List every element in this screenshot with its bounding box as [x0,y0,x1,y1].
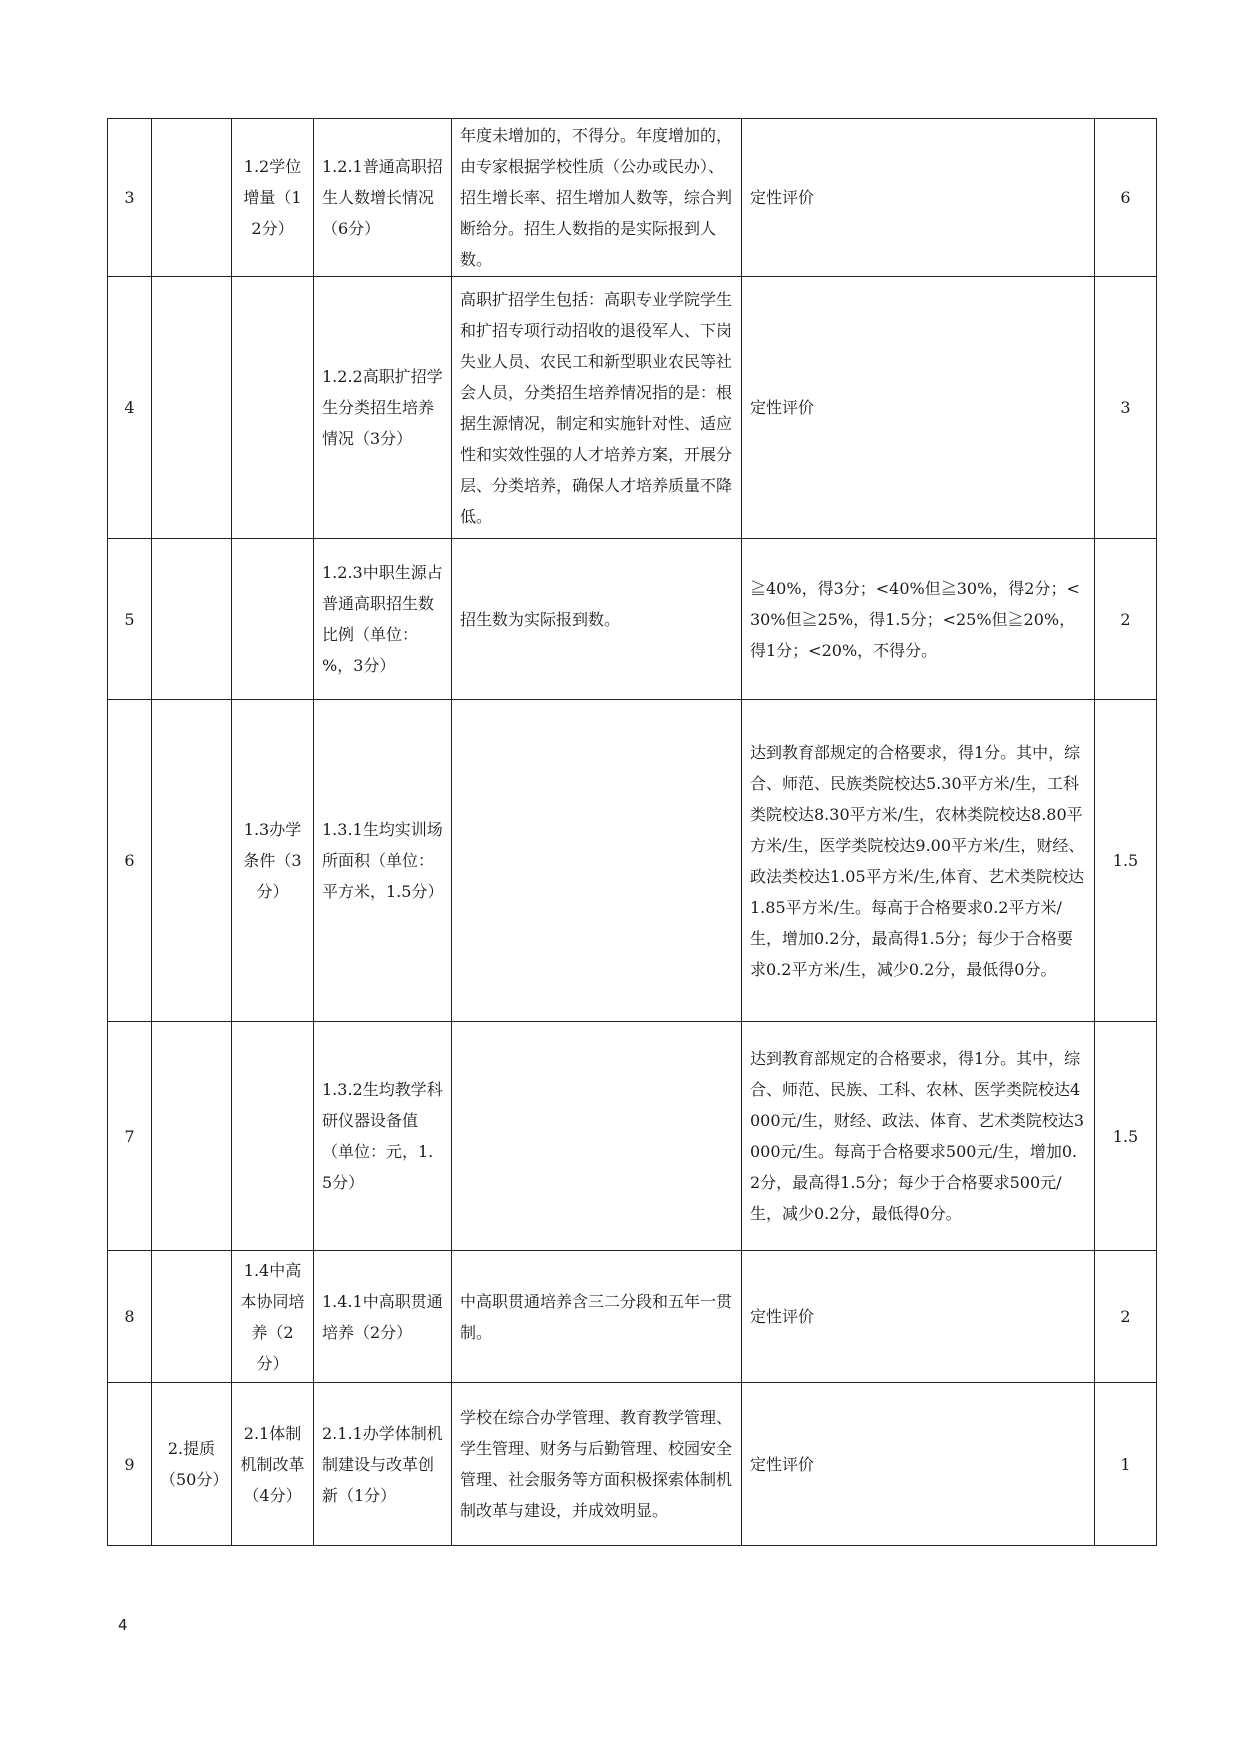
level1-indicator: 2.提质（50分） [152,1383,232,1546]
indicator-description: 招生数为实际报到数。 [452,539,742,700]
level2-indicator: 2.1体制机制改革（4分） [232,1383,314,1546]
indicator-description: 高职扩招学生包括：高职专业学院学生和扩招专项行动招收的退役军人、下岗失业人员、农民工和新型职业农民等社会人员，分类招生培养情况指的是：根据生源情况，制定和实施针对性、适应性和实效性强的人才培养方案，开展分层、分类培养，确保人才培养质量不降低。 [452,277,742,539]
indicator-description [452,1022,742,1251]
scoring-method: 定性评价 [742,1251,1095,1383]
level1-indicator [152,277,232,539]
row-number: 8 [108,1251,152,1383]
table-row [108,119,1157,277]
level3-indicator: 1.3.1生均实训场所面积（单位：平方米，1.5分） [314,700,452,1022]
score: 1.5 [1095,700,1157,1022]
indicator-description: 年度未增加的，不得分。年度增加的，由专家根据学校性质（公办或民办）、招生增长率、招生增加人数等，综合判断给分。招生人数指的是实际报到人数。 [452,119,742,277]
indicator-description: 学校在综合办学管理、教育教学管理、学生管理、财务与后勤管理、校园安全管理、社会服务等方面积极探索体制机制改革与建设，并成效明显。 [452,1383,742,1546]
row-number: 3 [108,119,152,277]
evaluation-table [107,118,1157,1546]
scoring-method: ≧40%，得3分；<40%但≧30%，得2分；<30%但≧25%，得1.5分；<25%但≧20%，得1分；<20%，不得分。 [742,539,1095,700]
score: 1 [1095,1383,1157,1546]
table-row [108,277,1157,539]
row-number: 5 [108,539,152,700]
level2-indicator [232,277,314,539]
level2-indicator [232,1022,314,1251]
table-row [108,1022,1157,1251]
level3-indicator: 1.2.3中职生源占普通高职招生数比例（单位：%，3分） [314,539,452,700]
level2-indicator [232,539,314,700]
indicator-description [452,700,742,1022]
table-row [108,1383,1157,1546]
level1-indicator [152,700,232,1022]
level2-indicator: 1.2学位增量（12分） [232,119,314,277]
table-row [108,1251,1157,1383]
row-number: 7 [108,1022,152,1251]
page-number: 4 [118,1616,128,1634]
table-row [108,700,1157,1022]
scoring-method: 定性评价 [742,1383,1095,1546]
level3-indicator: 2.1.1办学体制机制建设与改革创新（1分） [314,1383,452,1546]
score: 1.5 [1095,1022,1157,1251]
level1-indicator [152,1251,232,1383]
score: 2 [1095,1251,1157,1383]
row-number: 9 [108,1383,152,1546]
row-number: 6 [108,700,152,1022]
scoring-method: 达到教育部规定的合格要求，得1分。其中，综合、师范、民族、工科、农林、医学类院校达4000元/生，财经、政法、体育、艺术类院校达3000元/生。每高于合格要求500元/生，增加0.2分，最高得1.5分；每少于合格要求500元/生，减少0.2分，最低得0分。 [742,1022,1095,1251]
level2-indicator: 1.4中高本协同培养（2分） [232,1251,314,1383]
table-row [108,539,1157,700]
level3-indicator: 1.3.2生均教学科研仪器设备值（单位：元，1.5分） [314,1022,452,1251]
score: 3 [1095,277,1157,539]
scoring-method: 定性评价 [742,119,1095,277]
indicator-description: 中高职贯通培养含三二分段和五年一贯制。 [452,1251,742,1383]
level1-indicator [152,539,232,700]
level3-indicator: 1.4.1中高职贯通培养（2分） [314,1251,452,1383]
scoring-method: 达到教育部规定的合格要求，得1分。其中，综合、师范、民族类院校达5.30平方米/生，工科类院校达8.30平方米/生，农林类院校达8.80平方米/生，医学类院校达9.00平方米/生，财经、政法类校达1.05平方米/生,体育、艺术类院校达1.85平方米/生。每高于合格要求0.2平方米/生，增加0.2分，最高得1.5分；每少于合格要求0.2平方米/生，减少0.2分，最低得0分。 [742,700,1095,1022]
row-number: 4 [108,277,152,539]
scoring-method: 定性评价 [742,277,1095,539]
level2-indicator: 1.3办学条件（3分） [232,700,314,1022]
level1-indicator [152,119,232,277]
level1-indicator [152,1022,232,1251]
score: 2 [1095,539,1157,700]
level3-indicator: 1.2.1普通高职招生人数增长情况（6分） [314,119,452,277]
score: 6 [1095,119,1157,277]
level3-indicator: 1.2.2高职扩招学生分类招生培养情况（3分） [314,277,452,539]
